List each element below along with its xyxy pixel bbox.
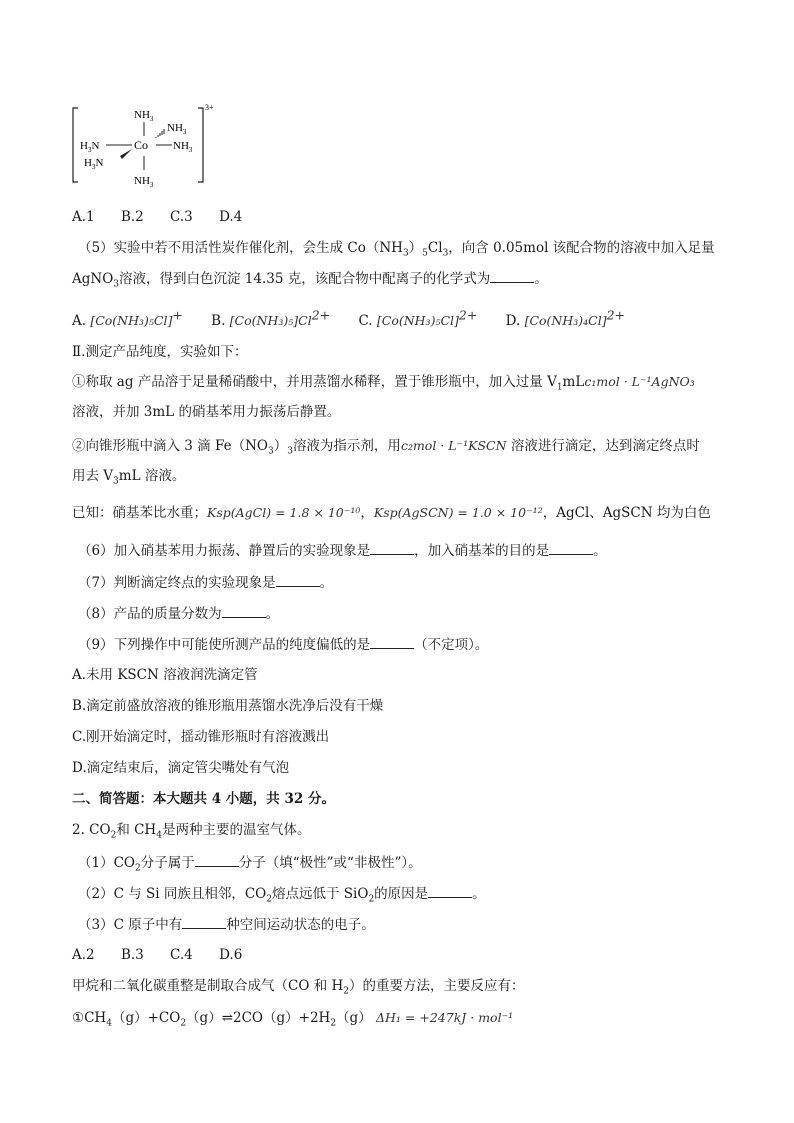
ligand-bottom-text: NH: [134, 175, 150, 187]
part2-heading: 二、简答题：本大题共 4 小题，共 32 分。: [72, 791, 335, 807]
known-sep: ，: [360, 505, 374, 521]
step2-text-b: ）: [273, 438, 288, 454]
q5-sub-3: 3: [402, 248, 409, 259]
q2-3-option-b: B.3: [120, 947, 144, 963]
step1-math: c₁mol · L⁻¹AgNO₃: [584, 374, 695, 389]
rxn1-sub-2b: 2: [330, 1018, 337, 1029]
ligand-bottom: [134, 175, 154, 189]
q2-3-option-a: A.2: [72, 947, 95, 963]
ligand-bottom-sub: 3: [149, 181, 154, 189]
ligand-lower-left-n: N: [95, 157, 104, 169]
q5-line2-end: 。: [534, 271, 548, 287]
ligand-left-text: H: [80, 140, 88, 152]
q5-option-b: [211, 307, 331, 329]
step2-line2-sub: 3: [113, 476, 119, 487]
hashed-wedge-bond: [156, 129, 164, 138]
ligand-left: [80, 140, 99, 154]
q5-text-c: Cl: [427, 240, 443, 256]
ligand-right: [173, 140, 193, 154]
known-text-b: ，AgCl、AgSCN 均为白色: [542, 505, 711, 521]
ligand-upper-right-sub: 3: [182, 128, 187, 136]
left-bracket: [73, 108, 78, 182]
q7-text: （7）判断滴定终点的实验现象是: [78, 575, 276, 591]
q5-answer-blank: [490, 268, 534, 283]
q2-1-text-a: （1）CO: [78, 855, 135, 871]
q5-option-c: [358, 307, 478, 329]
section2-step2: [72, 436, 700, 462]
reform-sub: 2: [343, 986, 349, 997]
known-math-agcl: Ksp(AgCl) = 1.8 × 10⁻¹⁰: [207, 505, 361, 520]
q5-sub-cl3: 3: [442, 248, 449, 259]
ligand-lower-left-sub: 3: [91, 163, 96, 171]
q5-line2-a: AgNO: [72, 271, 114, 287]
q8-blank: [222, 603, 266, 618]
reaction-1: [72, 1008, 513, 1034]
section2-step2-line2: [72, 466, 185, 492]
q2-2-end: 。: [472, 886, 486, 902]
q5-options: [72, 305, 625, 331]
q5-option-a-label: A.: [72, 312, 91, 329]
section2-step1-line2: 溶液，并加 3mL 的硝基苯用力振荡后静置。: [72, 404, 341, 420]
q2-3-options: [72, 945, 264, 965]
rxn1-text-d: （g）: [336, 1010, 372, 1026]
q5-text-b: ）: [408, 240, 423, 256]
step2-sub-3a: 3: [267, 446, 274, 457]
rxn1-sub-2a: 2: [180, 1018, 187, 1029]
step1-text-b: mL: [562, 374, 585, 390]
q5-option-a: [72, 307, 183, 329]
ligand-upper-right: [167, 122, 187, 136]
q2-2-text-c: 的原因是: [374, 886, 429, 902]
q5-line1: [78, 238, 715, 264]
known-text-a: 已知：硝基苯比水重；: [72, 505, 207, 521]
q9-end: （不定项）。: [414, 637, 489, 653]
section2-known: [72, 503, 711, 523]
solid-wedge-bond: [120, 149, 132, 159]
q8: [78, 603, 279, 624]
q9-option-c: C.刚开始滴定时，摇动锥形瓶时有溶液溅出: [72, 729, 330, 745]
q2-3-option-d: D.6: [219, 947, 243, 963]
known-math-agscn: Ksp(AgSCN) = 1.0 × 10⁻¹²: [373, 505, 543, 520]
q5-option-c-label: C.: [358, 312, 377, 329]
q8-end: 。: [265, 606, 280, 622]
step1-sub-1: 1: [556, 382, 563, 393]
q6-blank-1: [370, 540, 414, 555]
q2-2-sub-b: 2: [368, 894, 375, 905]
step2-math: c₂mol · L⁻¹KSCN: [400, 438, 507, 453]
complex-structure-svg: [70, 100, 230, 195]
q4-option-a: A.1: [72, 209, 95, 225]
q2-3: [78, 914, 375, 935]
q2-stem: [72, 820, 310, 846]
q5-option-b-formula: [Co(NH₃)₅]Cl: [229, 312, 312, 328]
q5-line2-sub: 3: [113, 279, 120, 290]
reform-intro: [72, 976, 525, 1002]
q2-sub-2: 2: [110, 830, 117, 841]
q2-2-text-b: 熔点远低于 SiO: [272, 886, 369, 902]
q2-2: [78, 883, 486, 910]
rxn1-text-c: （g）⇌2CO（g）+2H: [186, 1010, 331, 1026]
q4-options: [72, 207, 264, 227]
q5-option-b-label: B.: [211, 312, 230, 329]
step2-text-c: 溶液为指示剂，用: [292, 438, 401, 454]
rxn1-sub-4: 4: [106, 1018, 112, 1029]
ligand-top-text: NH: [134, 109, 150, 121]
rxn1-text-b: （g）+CO: [111, 1010, 181, 1026]
right-bracket: [198, 108, 203, 182]
q2-text-b: 和 CH: [116, 822, 157, 838]
step2-sub-3b: 3: [287, 446, 293, 457]
q6: [78, 540, 607, 561]
section2-heading: Ⅱ.测定产品纯度，实验如下：: [72, 344, 248, 360]
ligand-upper-right-text: NH: [167, 122, 183, 134]
q2-1-sub: 2: [135, 863, 141, 874]
ligand-top: [134, 109, 154, 123]
q2-text-c: 是两种主要的温室气体。: [161, 822, 311, 838]
q2-2-blank: [428, 883, 472, 898]
q9-blank: [370, 634, 414, 649]
q5-option-d-label: D.: [505, 312, 525, 329]
ligand-lower-left-text: H: [84, 157, 92, 169]
q7: [78, 572, 333, 593]
rxn1-math: ΔH₁ = +247kJ · mol⁻¹: [376, 1010, 514, 1025]
q2-2-sub-a: 2: [266, 894, 272, 905]
q7-blank: [276, 572, 320, 587]
q5-line2: [72, 268, 548, 295]
q8-text: （8）产品的质量分数为: [78, 606, 222, 622]
step2-text-a: ②向锥形瓶中滴入 3 滴 Fe（NO: [72, 438, 268, 454]
ligand-lower-left: [84, 157, 103, 171]
q5-option-c-charge: 2+: [458, 307, 478, 322]
q2-1-text-c: 分子（填“极性”或“非极性”）。: [238, 855, 422, 871]
step2-text-d: 溶液进行滴定，达到滴定终点时: [506, 438, 700, 454]
rxn1-text-a: ①CH: [72, 1010, 107, 1026]
q2-1: [78, 852, 422, 879]
q5-text-d: ，向含 0.05mol 该配合物的溶液中加入足量: [448, 240, 715, 256]
step2-line2-b: mL 溶液。: [118, 468, 186, 484]
q5-sub-5: 5: [422, 248, 428, 259]
q7-end: 。: [319, 575, 334, 591]
q9-option-d: D.滴定结束后，滴定管尖嘴处有气泡: [72, 760, 290, 776]
step2-line2-a: 用去 V: [72, 468, 114, 484]
ligand-right-text: NH: [173, 140, 189, 152]
q2-3-text-a: （3）C 原子中有: [78, 917, 183, 933]
q4-option-b: B.2: [120, 209, 144, 225]
q5-option-a-formula: [Co(NH₃)₅Cl]: [90, 312, 173, 328]
q2-1-text-b: 分子属于: [140, 855, 195, 871]
reform-text-b: ）的重要方法，主要反应有：: [349, 978, 525, 994]
q5-option-c-formula: [Co(NH₃)₅Cl]: [376, 312, 459, 328]
metal-center: Co: [134, 138, 149, 152]
q5-option-a-charge: +: [172, 307, 183, 322]
q2-2-text-a: （2）C 与 Si 同族且相邻，CO: [78, 886, 267, 902]
q5-line2-b: 溶液，得到白色沉淀 14.35 克，该配合物中配离子的化学式为: [119, 271, 491, 287]
ligand-left-n: N: [91, 140, 100, 152]
q2-3-blank: [182, 914, 226, 929]
ligand-left-sub: 3: [87, 146, 92, 154]
q4-option-c: C.3: [170, 209, 193, 225]
q4-option-d: D.4: [219, 209, 243, 225]
reform-text-a: 甲烷和二氧化碳重整是制取合成气（CO 和 H: [72, 978, 344, 994]
q9-option-b: B.滴定前盛放溶液的锥形瓶用蒸馏水洗净后没有干燥: [72, 698, 384, 714]
complex-charge: 3+: [205, 103, 214, 112]
ligand-top-sub: 3: [149, 115, 154, 123]
q5-text-a: （5）实验中若不用活性炭作催化剂，会生成 Co（NH: [78, 240, 403, 256]
q2-sub-4: 4: [156, 830, 162, 841]
q9-text: （9）下列操作中可能使所测产品的纯度偏低的是: [78, 637, 371, 653]
ligand-right-sub: 3: [188, 146, 193, 154]
q5-option-b-charge: 2+: [311, 307, 331, 322]
q6-end: 。: [593, 543, 607, 559]
q9-option-a: A.未用 KSCN 溶液润洗滴定管: [72, 667, 258, 683]
q9: [78, 634, 488, 655]
q2-text-a: 2. CO: [72, 822, 111, 838]
q5-option-d-formula: [Co(NH₃)₄Cl]: [524, 312, 607, 328]
q5-option-d-charge: 2+: [606, 307, 626, 322]
q5-option-d: [505, 307, 626, 329]
q2-1-blank: [195, 852, 239, 867]
q6-blank-2: [549, 540, 593, 555]
q6-text-a: （6）加入硝基苯用力振荡、静置后的实验现象是: [78, 543, 371, 559]
step1-text-a: ①称取 ag 产品溶于足量稀硝酸中，并用蒸馏水稀释，置于锥形瓶中，加入过量 V: [72, 374, 557, 390]
q2-3-option-c: C.4: [170, 947, 193, 963]
complex-structure-diagram: [70, 100, 230, 195]
q6-text-b: ，加入硝基苯的目的是: [414, 543, 550, 559]
section2-step1: [72, 372, 695, 398]
q2-3-text-b: 种空间运动状态的电子。: [226, 917, 375, 933]
